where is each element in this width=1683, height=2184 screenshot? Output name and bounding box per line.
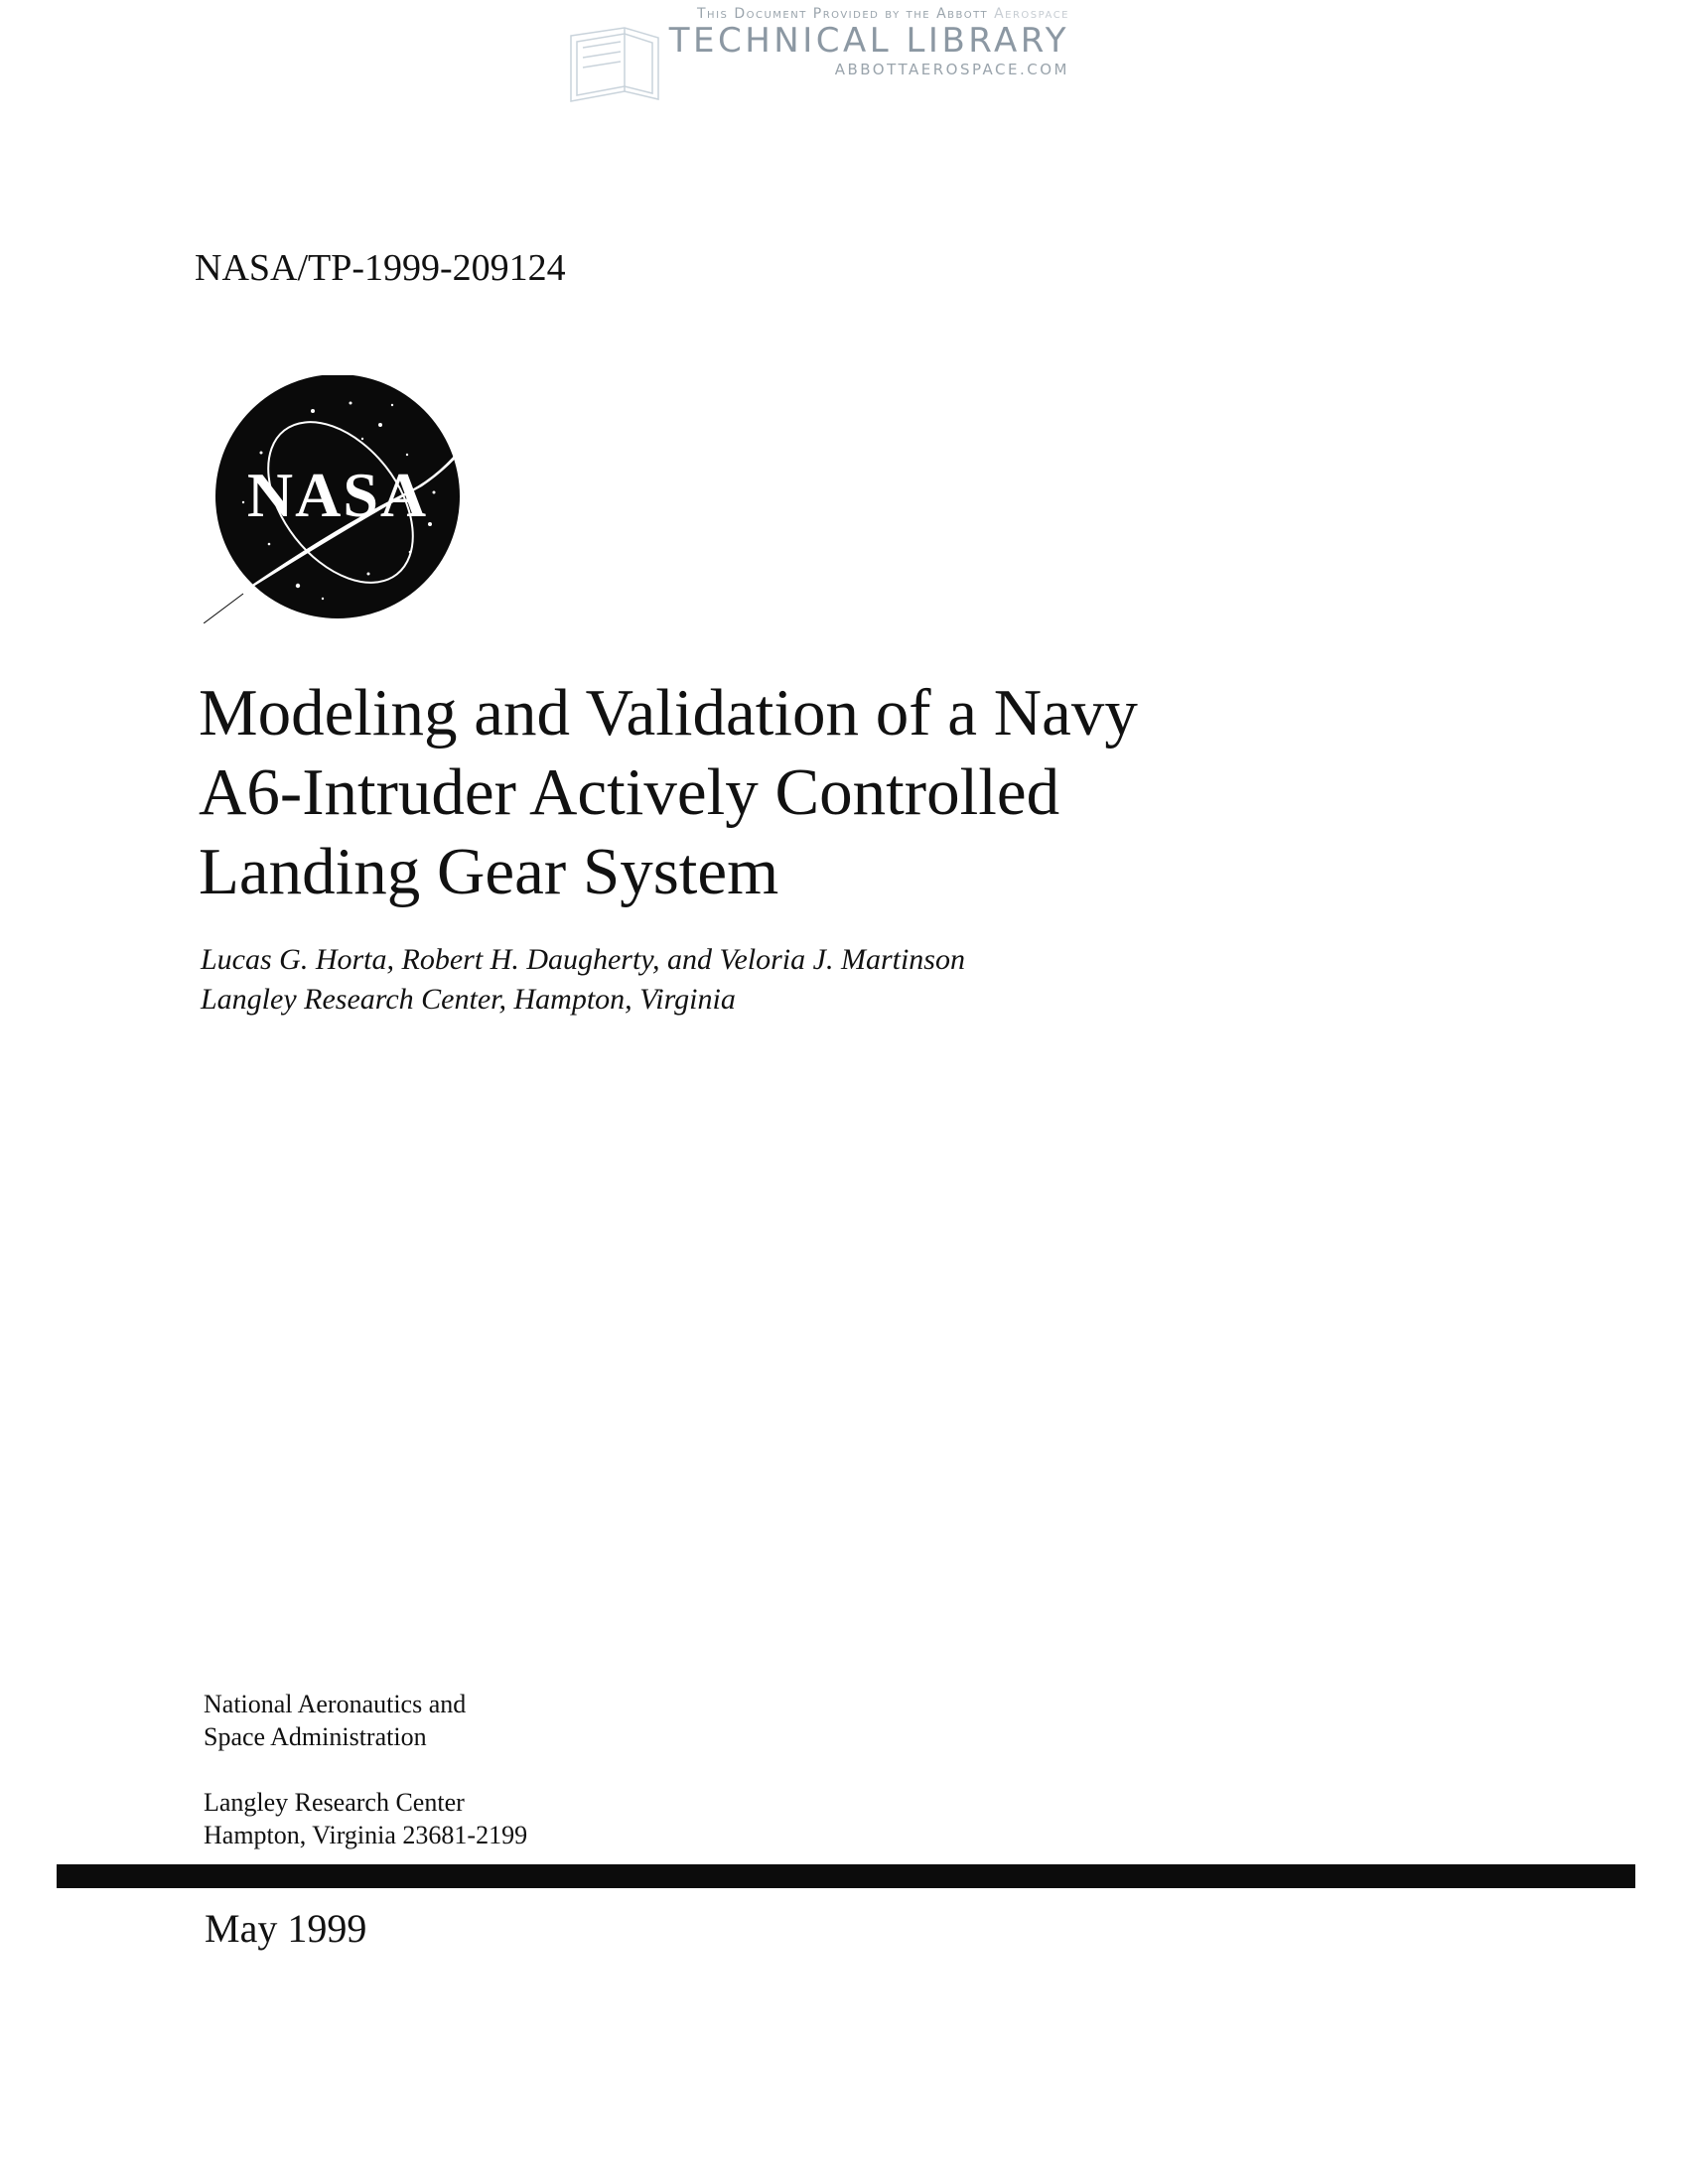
- publisher-block: [204, 1688, 527, 1851]
- watermark-technical-library: TECHNICAL LIBRARY: [668, 21, 1069, 61]
- watermark-provided-by: This Document Provided by the Abbott Aerospace: [697, 6, 1069, 22]
- authors-block: [201, 940, 965, 1020]
- author-names: Lucas G. Horta, Robert H. Daugherty, and Veloria J. Martinson: [201, 943, 965, 976]
- divider-bar: [57, 1864, 1635, 1888]
- publisher-spacer: [204, 1753, 527, 1786]
- publisher-line-2: Space Administration: [204, 1722, 427, 1751]
- author-affiliation: Langley Research Center, Hampton, Virginia: [201, 983, 736, 1016]
- title-line-2: A6-Intruder Actively Controlled: [199, 755, 1060, 829]
- publisher-line-4: Hampton, Virginia 23681-2199: [204, 1821, 528, 1849]
- document-title: [199, 673, 1138, 911]
- watermark: [561, 4, 1077, 113]
- publication-date: May 1999: [205, 1906, 367, 1951]
- watermark-url: ABBOTTAEROSPACE.COM: [834, 61, 1069, 78]
- report-number: NASA/TP-1999-209124: [195, 247, 566, 289]
- publisher-line-1: National Aeronautics and: [204, 1690, 467, 1718]
- title-line-3: Landing Gear System: [199, 835, 779, 908]
- logo-text: NASA: [246, 460, 429, 530]
- publisher-line-3: Langley Research Center: [204, 1788, 465, 1817]
- title-line-1: Modeling and Validation of a Navy: [199, 676, 1138, 750]
- nasa-logo-icon: [204, 375, 511, 623]
